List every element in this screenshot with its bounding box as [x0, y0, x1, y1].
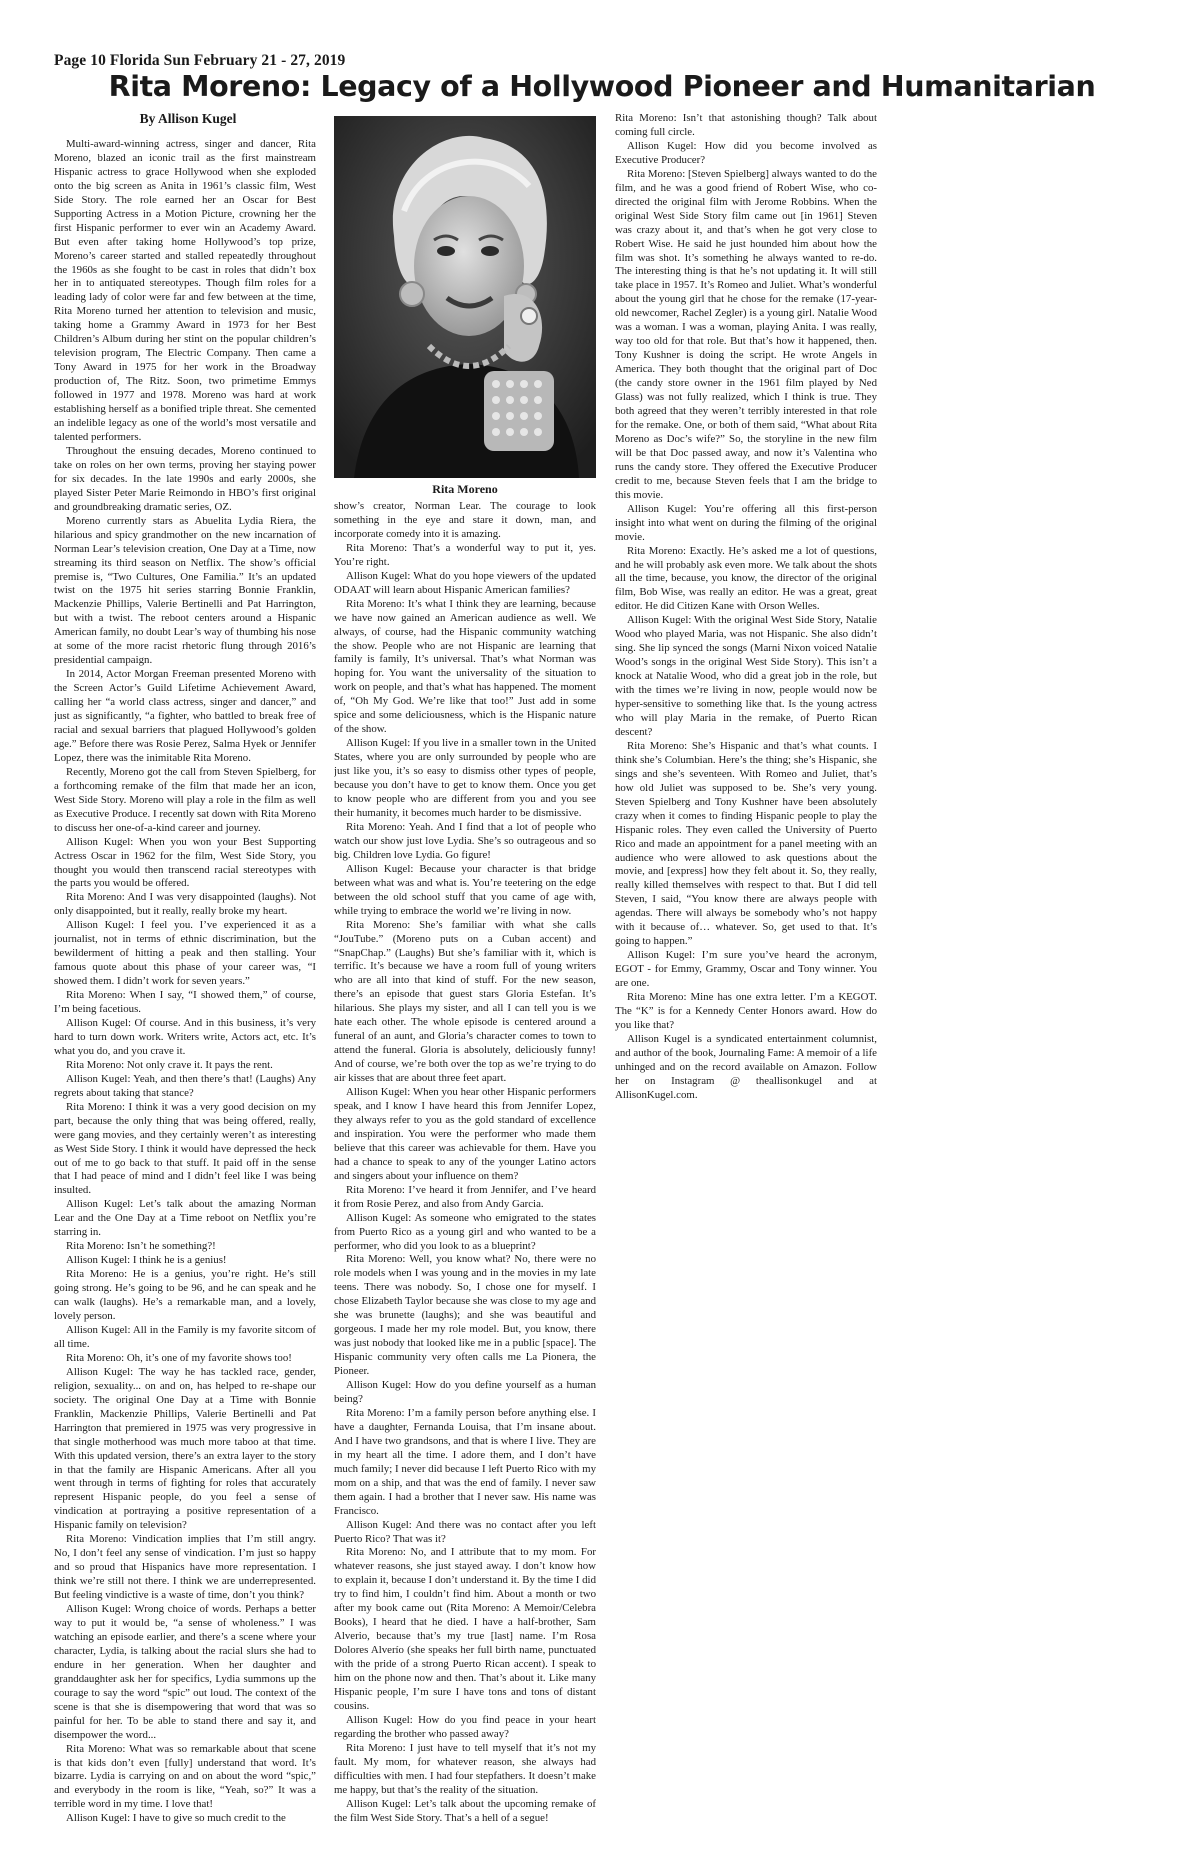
article-paragraph: Allison Kugel: With the original West Side Story, Natalie Wood who played Maria, was not Hispanic. She also didn’t sing. She lip synced the songs (Marni Nixon voiced Natalie Wood’s songs in the original West Side Story). This isn’t a knock at Natalie Wood, who did a great job in the role, but with the times we’re living in now, people would now be hyper-sensitive to something like that. Is the young actress who will play Maria in the remake, of Puerto Rican descent? [615, 614, 877, 738]
article-paragraph: Allison Kugel: When you won your Best Supporting Actress Oscar in 1962 for the film, West Side Story, you thought you would then transcend racial stereotypes with the parts you would be offered. [54, 835, 316, 890]
article-paragraph: Rita Moreno: Mine has one extra letter. I’m a KEGOT. The “K” is for a Kennedy Center Honors award. How do you like that? [615, 991, 877, 1031]
article-paragraph: Allison Kugel: How do you define yourself as a human being? [334, 1379, 596, 1405]
article-paragraph: Rita Moreno: Not only crave it. It pays the rent. [66, 1058, 273, 1071]
article-paragraph: In 2014, Actor Morgan Freeman presented Moreno with the Screen Actor’s Guild Lifetime Achievement Award, calling her “a world class actress, singer and dancer,” and just as significantly, “a fighter, who battled to break free of racial and sexual barriers that plagued Hollywood’s golden age.” Before there was Rosie Perez, Salma Hyek or Jennifer Lopez, there was the inimitable Rita Moreno. [54, 668, 316, 764]
article-paragraph: Allison Kugel is a syndicated entertainment columnist, and author of the book, Journaling Fame: A memoir of a life unhinged and on the record available on Amazon. Follow her on Instagram @ theallisonkugel and at AllisonKugel.com. [615, 1032, 877, 1101]
article-paragraph: Allison Kugel: Let’s talk about the upcoming remake of the film West Side Story. That’s a hell of a segue! [334, 1797, 596, 1824]
article-paragraph: Rita Moreno: No, and I attribute that to my mom. For whatever reasons, she just stayed away. I don’t know how to explain it, because I don’t understand it. By the time I did try to find him, I couldn’t find him. About a month or two after my book came out (Rita Moreno: A Memoir/Celebra Books), I heard that he died. I have a half-brother, Sam Alverio, because that’s my true [last] name. I’m Rosa Dolores Alverío (she speaks her full birth name, punctuated with the pride of a strong Puerto Rican accent). I speak to him on the phone now and then. That’s about it. Like many Hispanic people, I’m sure I have tons and tons of distant cousins. [334, 1546, 596, 1712]
article-paragraph: Rita Moreno: Isn’t that astonishing though? Talk about coming full circle. [615, 112, 877, 138]
byline: By Allison Kugel [139, 112, 237, 126]
article-paragraph: Allison Kugel: Because your character is that bridge between what was and what is. You’re teetering on the edge between the old school stuff that you came of age with, while trying to embrace the world we’re living in now. [334, 862, 596, 917]
article-paragraph: Rita Moreno: Isn’t he something?! [66, 1240, 216, 1253]
article-paragraph: Allison Kugel: I feel you. I’ve experienced it as a journalist, not in terms of ethnic discrimination, but the bewilderment of hitting a peak and then stalling. Your famous quote about this phase of your career was, “I showed them. I didn’t work for seven years.” [54, 919, 316, 988]
article-paragraph: Recently, Moreno got the call from Steven Spielberg, for a forthcoming remake of the film that made her an icon, West Side Story. Moreno will play a role in the film as well as Executive Produce. I recently sat down with Rita Moreno to discuss her one-of-a-kind career and journey. [54, 765, 316, 834]
article-column-2 [334, 500, 596, 1832]
article-paragraph: Allison Kugel: Yeah, and then there’s that! (Laughs) Any regrets about taking that stance? [54, 1072, 316, 1099]
article-paragraph: Allison Kugel: When you hear other Hispanic performers speak, and I know I have heard this from Jennifer Lopez, they always refer to you as the gold standard of excellence and inspiration. You were the performer who made them believe that this career was achievable for them. Have you had a chance to speak to any of the younger Latino actors and singers about your influence on them? [334, 1086, 596, 1182]
article-paragraph: Rita Moreno: I think it was a very good decision on my part, because the only thing that was being offered, really, were gang movies, and they certainly weren’t as interesting as West Side Story. I think it would have depressed the heck out of me to go back to that stuff. It paid off in the sense that I had peace of mind and I didn’t feel like I was being insulted. [54, 1100, 316, 1197]
article-paragraph: show’s creator, Norman Lear. The courage to look something in the eye and stare it down, man, and incorporate comedy into it is amazing. [334, 500, 596, 540]
portrait-photo [334, 116, 596, 478]
article-paragraph: Rita Moreno: She’s Hispanic and that’s what counts. I think she’s Columbian. Here’s the thing; she’s Hispanic, she sings and she’s seventeen. With Romeo and Juliet, that’s how old Juliet was supposed to be. She’s very young. Steven Spielberg and Tony Kushner have been absolutely crazy when it comes to finding Hispanic people to play the Hispanic roles. They even called the University of Puerto Rico and made an appointment for a panel meeting with an audience who were allowed to ask questions about the movie, and [express] how they felt about it. So, they really, really killed themselves with respect to that. But I did tell Steven, I said, “You know there are always people with agendas. There will always be somebody who’s not happy with it because of… whatever. So, get used to that. It’s going to happen.” [615, 739, 877, 948]
article-paragraph: Allison Kugel: As someone who emigrated to the states from Puerto Rico as a young girl and who wanted to be a performer, who did you look to as a blueprint? [334, 1211, 596, 1252]
article-paragraph: Rita Moreno: I’ve heard it from Jennifer, and I’ve heard it from Rosie Perez, and also from Andy Garcia. [334, 1183, 596, 1210]
article-paragraph: Allison Kugel: Wrong choice of words. Perhaps a better way to put it would be, “a sense of wholeness.” I was watching an episode earlier, and there’s a scene where your character, Lydia, is talking about the racial slurs she had to endure in her generation. When her daughter and granddaughter ask her for specifics, Lydia summons up the courage to say the word “spic” out loud. The context of the scene is that she is disempowering that word that was so painful for her. To be able to stand there and say it, and disempower the word... [54, 1603, 316, 1741]
article-column-3 [615, 112, 877, 1832]
article-paragraph: Allison Kugel: All in the Family is my favorite sitcom of all time. [54, 1323, 316, 1350]
article-paragraph: Allison Kugel: The way he has tackled race, gender, religion, sexuality... on and on, has helped to re-shape our society. The original One Day at a Time with Bonnie Franklin, Mackenzie Phillips, Valerie Bertinelli and Pat Harrington that premiered in 1975 was very progressive in that single motherhood was much more taboo at that time. With this updated version, there’s an extra layer to the story in that the family are Hispanic Americans. After all you went through in terms of fighting for roles that accurately represent Hispanic people, do you feel a sense of vindication at portraying a positive representation of a Hispanic family on television? [54, 1365, 316, 1532]
article-paragraph: Allison Kugel: I’m sure you’ve heard the acronym, EGOT - for Emmy, Grammy, Oscar and Tony winner. You are one. [615, 949, 877, 990]
article-paragraph: Allison Kugel: What do you hope viewers of the updated ODAAT will learn about Hispanic American families? [334, 569, 596, 596]
article-column-4 [895, 112, 1157, 1832]
article-paragraph: Allison Kugel: Let’s talk about the amazing Norman Lear and the One Day at a Time reboot on Netflix you’re starring in. [54, 1198, 316, 1239]
article-paragraph: Rita Moreno: [Steven Spielberg] always wanted to do the film, and he was a good friend of Robert Wise, who co-directed the original film with Jerome Robbins. When the original West Side Story film came out [in 1961] Steven was crazy about it, and that’s when he got very close to Robert Wise. He said he just hounded him about how the film was shot. It’s something he always wanted to re-do. The interesting thing is that he’s not updating it. It will still take place in 1957. It’s Romeo and Juliet. What’s wonderful about the young girl that he chose for the remake (17-year-old newcomer, Rachel Zegler) is a young girl. Natalie Wood was a woman. I was a woman, playing Anita. I was really, way too old for that role. But that’s how it happened, then. Tony Kushner is doing the script. He wrote Angels in America. They both thought that the original part of Doc (the candy store owner in the 1961 film played by Ned Glass) was not fully realized, which I think is true. They both agreed that they weren’t terribly interested in that role for the remake. One, or both of them said, “What about Rita Moreno as Doc’s wife?” So, the storyline in the new film will be that Doc passed away, and now it’s Valentina who runs the candy store. They offered the Executive Producer credit to me, because Steven feels that I am the bridge to this movie. [615, 167, 877, 501]
article-paragraph: Rita Moreno: He is a genius, you’re right. He’s still going strong. He’s going to be 96, and he can speak and he can walk (laughs). He’s a remarkable man, and a lovely, lovely person. [54, 1268, 316, 1323]
article-paragraph: Rita Moreno: Yeah. And I find that a lot of people who watch our show just love Lydia. She’s so outrageous and so big. Children love Lydia. Go figure! [334, 820, 596, 861]
article-paragraph: Allison Kugel: And there was no contact after you left Puerto Rico? That was it? [334, 1518, 596, 1545]
article-paragraph: Rita Moreno: Oh, it’s one of my favorite shows too! [66, 1351, 292, 1364]
article-paragraph: Rita Moreno: That’s a wonderful way to put it, yes. You’re right. [334, 541, 596, 568]
article-paragraph: Rita Moreno: She’s familiar with what she calls “JouTube.” (Moreno puts on a Cuban accent) and “SnapChap.” (Laughs) But she’s familiar with it, which is terrific. It’s because we have a room full of young writers who are all into that kind of stuff. For the new season, there’s an episode that guest stars Gloria Estefan. It’s hilarious. She plays my sister, and all I can tell you is we hate each other. The whole episode is centered around a funeral of an aunt, and Gloria’s character comes to town to attend the funeral. Gloria is absolutely, deliciously funny! And of course, we’re both over the top as we’re trying to do air kisses that are about three feet apart. [334, 918, 596, 1085]
article-paragraph: Rita Moreno: Exactly. He’s asked me a lot of questions, and he will probably ask even more. We talk about the shots all the time, because, you know, the director of the original film, Bob Wise, was really an editor. He was a great, great editor. He did Citizen Kane with Orson Welles. [615, 544, 877, 613]
article-paragraph: Allison Kugel: If you live in a smaller town in the United States, where you are only surrounded by people who are just like you, it’s so easy to dismiss other types of people, because you don’t have to get to know them. Once you get to know people who are different from you and you see their humanity, it becomes much harder to be dismissive. [334, 737, 596, 819]
portrait-image [334, 116, 596, 478]
article-column-1 [54, 112, 316, 1832]
article-paragraph: Rita Moreno: It’s what I think they are learning, because we have now gained an American audience as well. We always, of course, had the Hispanic community watching the show. People who are not Hispanic are learning that family is family, It’s universal. That’s what Norman was hoping for. You want the universality of the situation to work on people, and that’s what has happened. The moment of, “Oh My God. We’re like that too!” Just add in some spice and some deliciousness, which is the Hispanic nature of the show. [334, 597, 596, 736]
article-paragraph: Allison Kugel: How do you find peace in your heart regarding the brother who passed away? [334, 1713, 596, 1740]
article-paragraph: Rita Moreno: Well, you know what? No, there were no role models when I was young and in the movies in my late teens. There was nobody. So, I chose one for myself. I chose Elizabeth Taylor because she was close to my age and she was brunette (laughs); and she was beautiful and gorgeous. I made her my role model. But, you know, there was just nobody that looked like me in a public [space]. The Hispanic community very often calls me La Pionera, the Pioneer. [334, 1253, 596, 1378]
article-paragraph: Allison Kugel: How did you become involved as Executive Producer? [615, 139, 877, 166]
article-paragraph: Throughout the ensuing decades, Moreno continued to take on roles on her own terms, proving her staying power for six decades. In the late 1990s and early 2000s, she played Sister Peter Marie Reimondo in HBO’s first original and groundbreaking dramatic series, OZ. [54, 444, 316, 513]
article-paragraph: Allison Kugel: I have to give so much credit to the [66, 1812, 286, 1825]
article-paragraph: Multi-award-winning actress, singer and dancer, Rita Moreno, blazed an iconic trail as the first mainstream Hispanic actress to grace Hollywood when she exploded onto the big screen as Anita in 1961’s classic film, West Side Story. The role earned her an Oscar for Best Supporting Actress in a Motion Picture, crowning her the first Hispanic performer to ever win an Academy Award. But even after taking home Hollywood’s top prize, Moreno’s career started and stalled repeatedly throughout the 1960s as she fought to be cast in roles that didn’t box her in to antiquated stereotypes. Though film roles for a leading lady of color were far and few between at the time, Rita Moreno turned her attention to television and music, taking home a Grammy Award in 1973 for her Best Children’s Album during her stint on the popular children’s television program, The Electric Company. Then came a Tony Award in 1975 for her work in the Broadway production of, The Ritz. Soon, two primetime Emmys followed in 1977 and 1978. Moreno was hard at work establishing herself as a bonified triple threat. She cemented an indelible legacy as one of the world’s most versatile and talented performers. [54, 137, 316, 443]
article-paragraph: Allison Kugel: I think he is a genius! [66, 1254, 227, 1267]
article-paragraph: Allison Kugel: Of course. And in this business, it’s very hard to turn down work. Writers write, Actors act, etc. It’s what you do, and you crave it. [54, 1017, 316, 1057]
article-paragraph: Rita Moreno: What was so remarkable about that scene is that kids don’t even [fully] understand that word. It’s bizarre. Lydia is carrying on and on about the word “spic,” and everybody in the room is like, “Yeah, so?” It was a terrible word in my time. I love that! [54, 1742, 316, 1811]
article-paragraph: Rita Moreno: And I was very disappointed (laughs). Not only disappointed, but it really, really broke my heart. [54, 891, 316, 918]
article-paragraph: Rita Moreno: Vindication implies that I’m still angry. No, I don’t feel any sense of vindication. I’m just so happy and so proud that Hispanics have more representation. I think we’re still not there. I think we are underrepresented. But feeling vindictive is a waste of time, don’t you think? [54, 1533, 316, 1602]
article-paragraph: Rita Moreno: I just have to tell myself that it’s not my fault. My mom, for whatever reason, she always had difficulties with men. I had four stepfathers. It doesn’t make me happy, but that’s the reality of the situation. [334, 1741, 596, 1796]
photo-caption: Rita Moreno [432, 482, 498, 496]
article-paragraph: Allison Kugel: You’re offering all this first-person insight into what went on during the filming of the original movie. [615, 502, 877, 543]
article-headline: Rita Moreno: Legacy of a Hollywood Pioneer and Humanitarian [108, 70, 1096, 103]
article-paragraph: Rita Moreno: When I say, “I showed them,” of course, I’m being facetious. [54, 989, 316, 1016]
article-paragraph: Moreno currently stars as Abuelita Lydia Riera, the hilarious and spicy grandmother on the new incarnation of Norman Lear’s television creation, One Day at a Time, now streaming its third season on Netflix. The show’s official premise is, “Two Cultures, One Familia.” It’s an updated twist on the 1975 hit series starring Bonnie Franklin, Mackenzie Phillips, Valerie Bertinelli and Pat Harrington, but with a twist. The reboot centers around a Hispanic American family, no doubt Lear’s way of thumbing his nose at some of the more racist rhetoric flung through 2016’s presidential campaign. [54, 514, 316, 667]
page-folio: Page 10 Florida Sun February 21 - 27, 2019 [54, 52, 346, 69]
article-paragraph: Rita Moreno: I’m a family person before anything else. I have a daughter, Fernanda Louisa, that I’m insane about. And I have two grandsons, and that is where I live. They are in my heart all the time. I adore them, and I don’t have much family; I never did because I left Puerto Rico with my mom on a ship, and that was the end of family. I never saw them again. I had a brother that I never saw. His name was Francisco. [334, 1406, 596, 1517]
